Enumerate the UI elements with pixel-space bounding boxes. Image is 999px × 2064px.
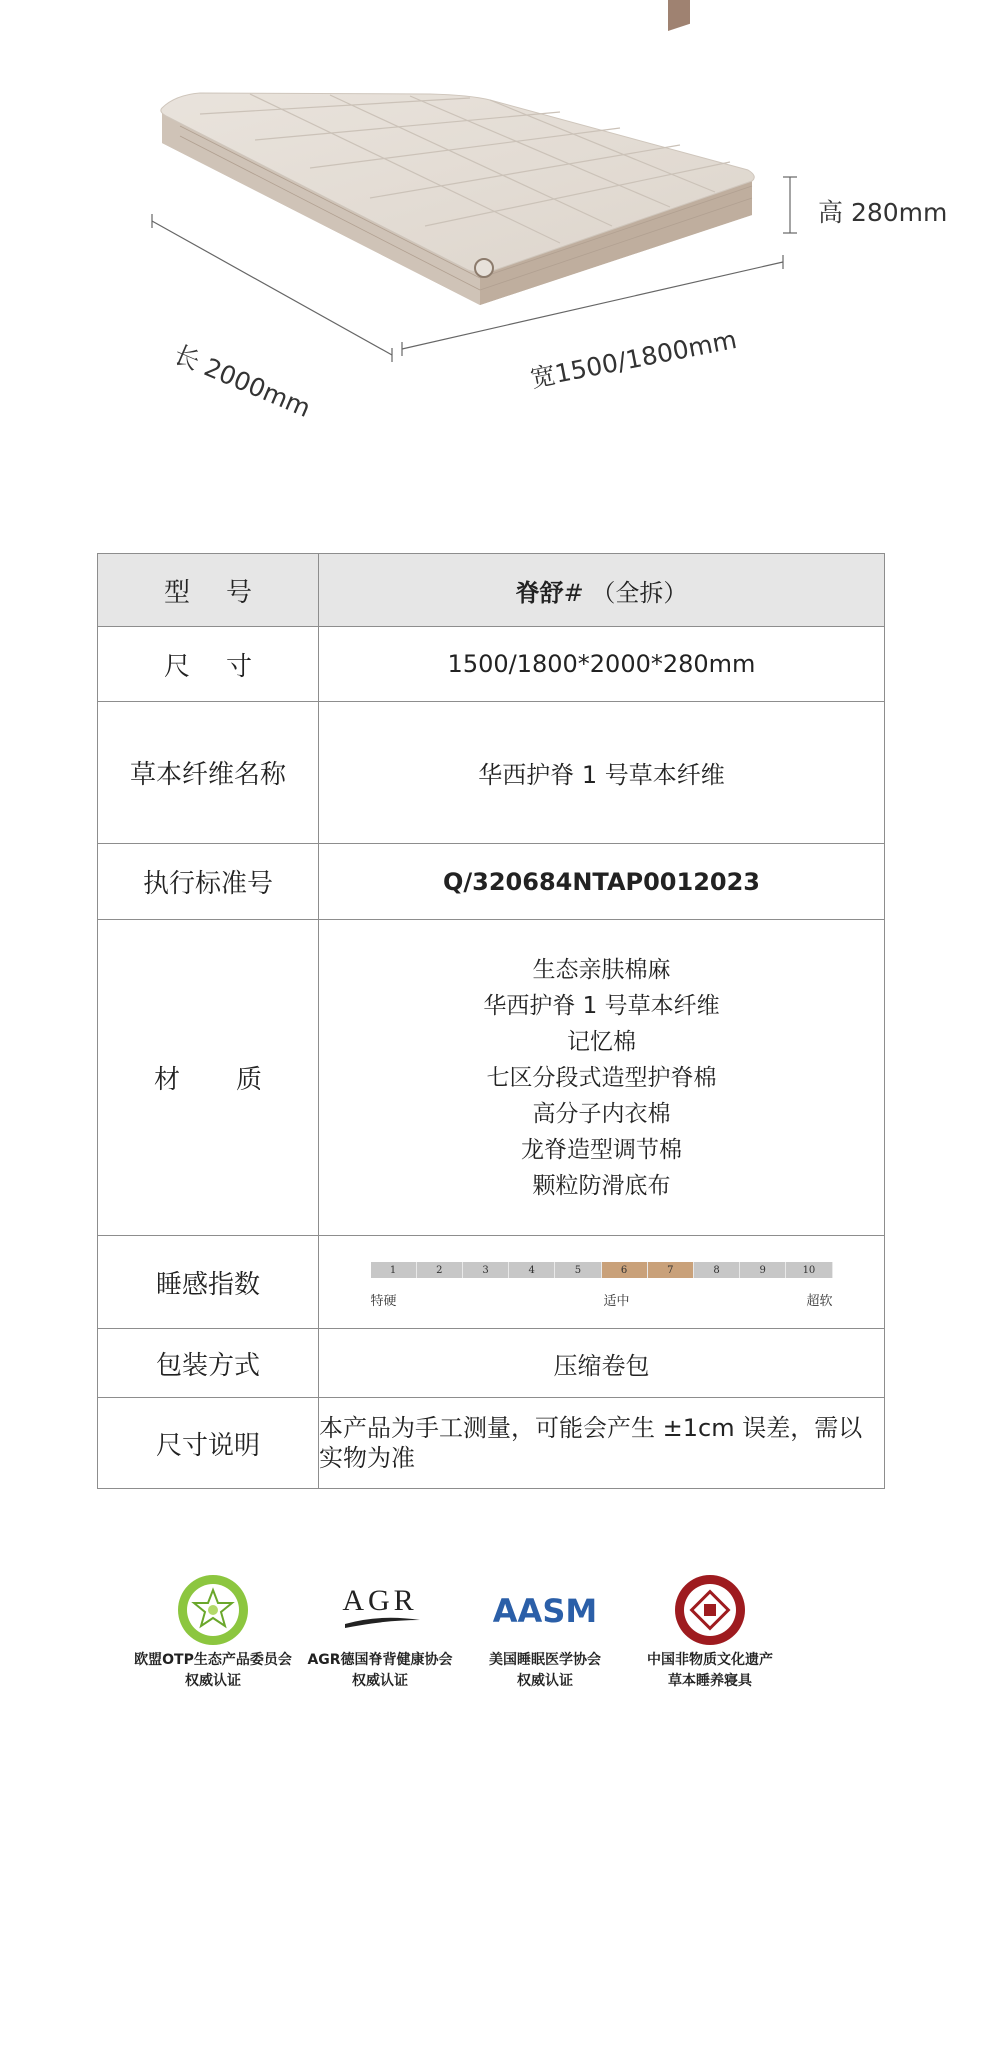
material-row (98, 920, 885, 1236)
cert-otp-line2: 权威认证 (185, 1673, 241, 1689)
scale-segment-8: 8 (694, 1262, 740, 1278)
scale-segment-10: 10 (786, 1262, 832, 1278)
size-label: 尺寸 (98, 627, 319, 702)
cert-agr-line1: AGR德国脊背健康协会 (307, 1652, 453, 1668)
standard-value: Q/320684NTAP0012023 (319, 844, 885, 920)
cert-agr-line2: 权威认证 (352, 1673, 408, 1689)
material-label: 材质 (98, 920, 319, 1236)
model-value (319, 554, 885, 627)
heritage-seal-icon (620, 1570, 800, 1650)
cert-aasm-line1: 美国睡眠医学协会 (489, 1652, 601, 1668)
sleep-row (98, 1236, 885, 1329)
material-list (319, 920, 885, 1236)
scale-left-label: 特硬 (370, 1294, 397, 1309)
spec-table (97, 553, 885, 1489)
material-item: 高分子内衣棉 (532, 1100, 671, 1127)
width-dimension-label: 宽1500/1800mm (527, 324, 740, 394)
standard-row (98, 844, 885, 920)
firmness-scale-bar (371, 1262, 833, 1278)
sleep-label: 睡感指数 (98, 1236, 319, 1329)
note-label: 尺寸说明 (98, 1398, 319, 1489)
material-item: 华西护脊 1 号草本纤维 (483, 992, 720, 1019)
scale-segment-9: 9 (740, 1262, 786, 1278)
material-item: 生态亲肤棉麻 (532, 956, 671, 983)
model-label: 型号 (98, 554, 319, 627)
scale-segment-1: 1 (371, 1262, 417, 1278)
cert-heritage (620, 1570, 800, 1692)
material-item: 七区分段式造型护脊棉 (486, 1064, 717, 1091)
note-row (98, 1398, 885, 1489)
cert-otp-line1: 欧盟OTP生态产品委员会 (134, 1652, 292, 1668)
cert-heritage-line1: 中国非物质文化遗产 (647, 1652, 773, 1668)
scale-segment-2: 2 (417, 1262, 463, 1278)
firmness-scale (371, 1252, 833, 1312)
material-item: 龙脊造型调节棉 (521, 1136, 682, 1163)
scale-segment-5: 5 (555, 1262, 601, 1278)
note-value: 本产品为手工测量，可能会产生 ±1cm 误差，需以实物为准 (319, 1398, 885, 1489)
material-item: 记忆棉 (567, 1028, 636, 1055)
fiber-row (98, 702, 885, 844)
scale-mid-label: 适中 (603, 1294, 630, 1309)
scale-segment-3: 3 (463, 1262, 509, 1278)
scale-segment-7: 7 (648, 1262, 694, 1278)
model-name: 脊舒 (515, 578, 564, 607)
aasm-logo-icon (455, 1570, 635, 1650)
agr-logo-text: AGR (342, 1584, 418, 1617)
scale-segment-6: 6 (602, 1262, 648, 1278)
fiber-label: 草本纤维名称 (98, 702, 319, 844)
cert-aasm-line2: 权威认证 (517, 1673, 573, 1689)
material-item: 颗粒防滑底布 (532, 1172, 671, 1199)
otp-logo-icon (123, 1570, 303, 1650)
cert-otp (123, 1570, 303, 1692)
cert-agr (290, 1570, 470, 1692)
height-dimension-label: 高 280mm (818, 198, 948, 227)
length-dimension-label: 长 2000mm (169, 339, 315, 424)
size-row (98, 627, 885, 702)
pack-row (98, 1329, 885, 1398)
pack-value: 压缩卷包 (319, 1329, 885, 1398)
pack-label: 包装方式 (98, 1329, 319, 1398)
scale-segment-4: 4 (509, 1262, 555, 1278)
scale-right-label: 超软 (806, 1294, 833, 1309)
model-row (98, 554, 885, 627)
fiber-value: 华西护脊 1 号草本纤维 (319, 702, 885, 844)
cert-heritage-line2: 草本睡养寝具 (668, 1673, 752, 1689)
standard-label: 执行标准号 (98, 844, 319, 920)
mattress-figure (0, 0, 999, 424)
certification-row (0, 1570, 999, 1710)
aasm-logo-text: AASM (492, 1592, 598, 1630)
size-value: 1500/1800*2000*280mm (319, 627, 885, 702)
cert-aasm (455, 1570, 635, 1692)
agr-logo-icon (290, 1570, 470, 1650)
model-suffix: # （全拆） (563, 578, 688, 607)
sleep-scale-cell (319, 1236, 885, 1329)
